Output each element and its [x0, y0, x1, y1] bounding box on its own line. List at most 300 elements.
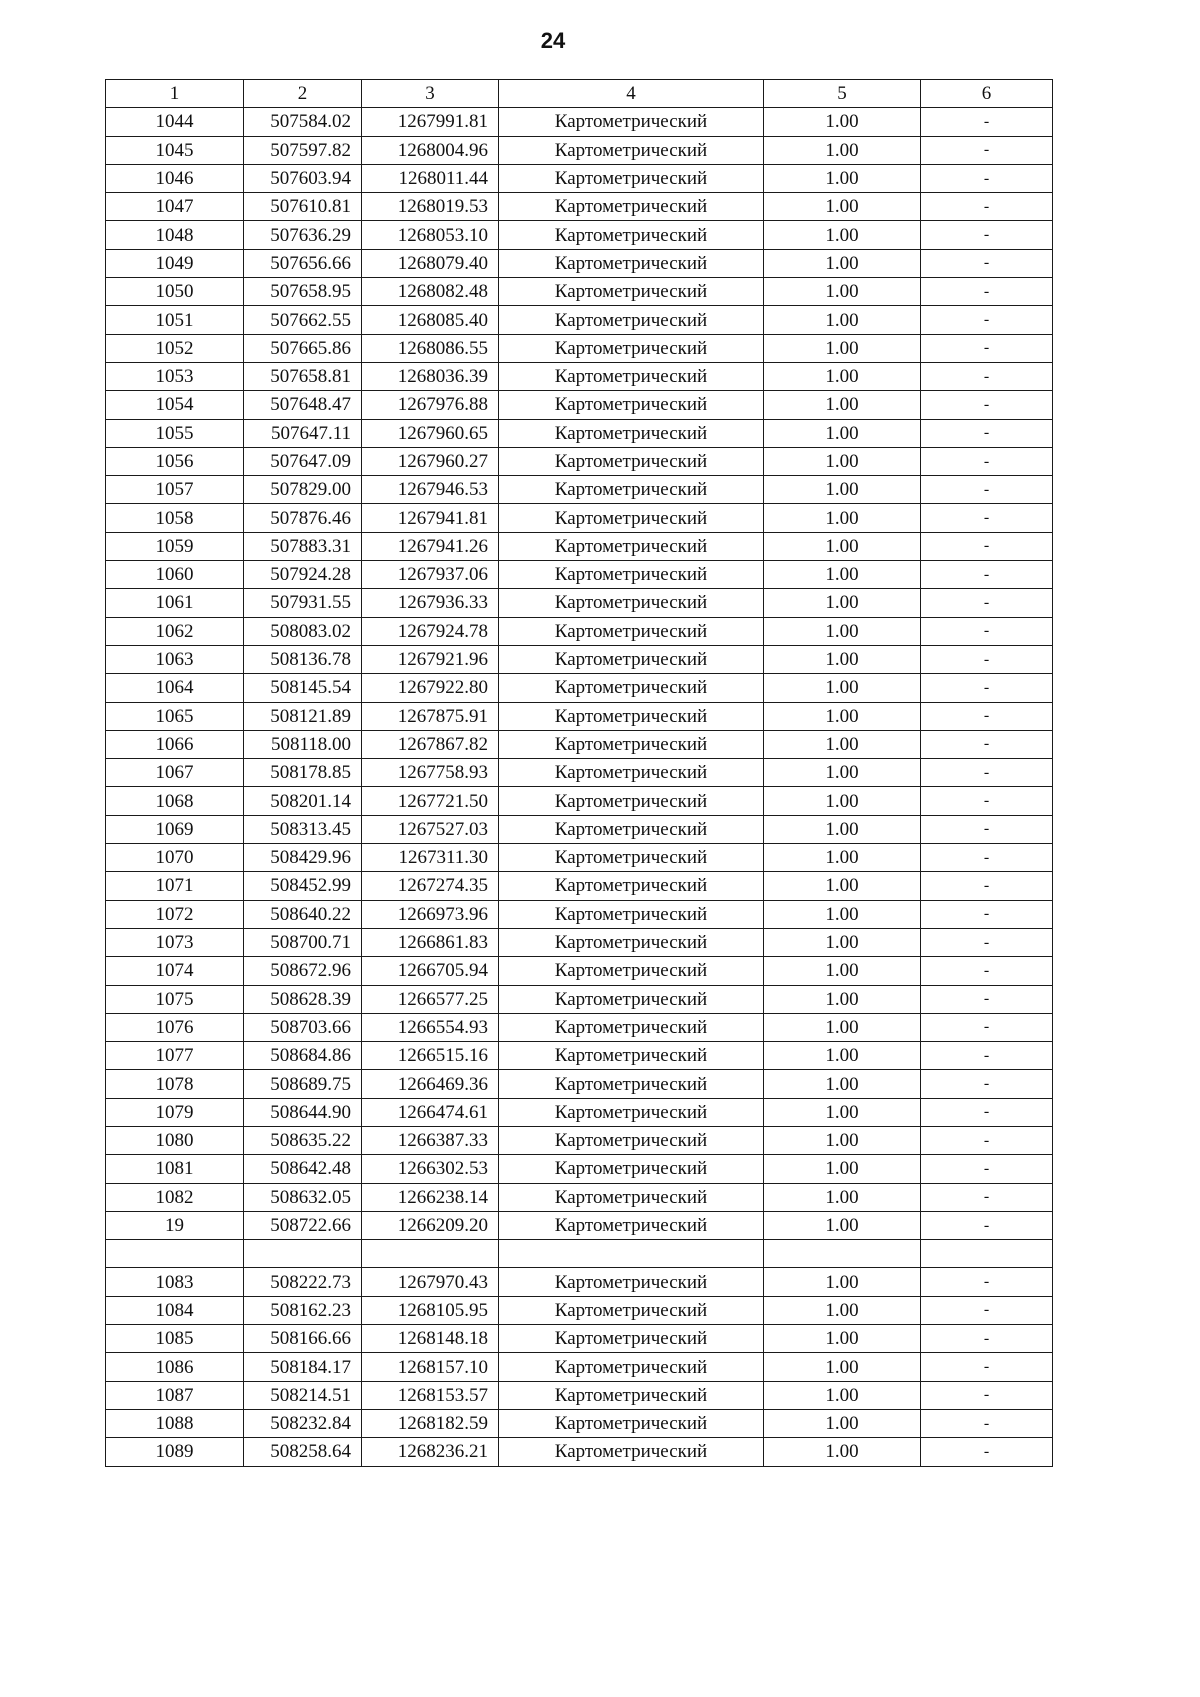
- note-cell: -: [921, 532, 1053, 560]
- table-row: [106, 759, 1053, 787]
- method-cell: Картометрический: [499, 306, 764, 334]
- accuracy-cell: 1.00: [764, 1070, 921, 1098]
- point-number-cell: 1080: [106, 1126, 244, 1154]
- table-row: [106, 1296, 1053, 1324]
- y-coordinate-cell: 1267875.91: [362, 702, 499, 730]
- method-cell: Картометрический: [499, 561, 764, 589]
- accuracy-cell: 1.00: [764, 447, 921, 475]
- note-cell: -: [921, 1296, 1053, 1324]
- y-coordinate-cell: 1267941.81: [362, 504, 499, 532]
- accuracy-cell: 1.00: [764, 1098, 921, 1126]
- method-cell: Картометрический: [499, 787, 764, 815]
- method-cell: Картометрический: [499, 532, 764, 560]
- method-cell: Картометрический: [499, 1070, 764, 1098]
- accuracy-cell: 1.00: [764, 900, 921, 928]
- y-coordinate-cell: 1267976.88: [362, 391, 499, 419]
- table-row: [106, 306, 1053, 334]
- y-coordinate-cell: 1267922.80: [362, 674, 499, 702]
- note-cell: -: [921, 1211, 1053, 1239]
- x-coordinate-cell: 508121.89: [244, 702, 362, 730]
- y-coordinate-cell: 1267991.81: [362, 108, 499, 136]
- method-cell: Картометрический: [499, 844, 764, 872]
- y-coordinate-cell: 1266554.93: [362, 1013, 499, 1041]
- method-cell: Картометрический: [499, 1438, 764, 1466]
- table-row: [106, 561, 1053, 589]
- y-coordinate-cell: 1267970.43: [362, 1268, 499, 1296]
- y-coordinate-cell: 1267721.50: [362, 787, 499, 815]
- table-row: [106, 985, 1053, 1013]
- note-cell: -: [921, 674, 1053, 702]
- accuracy-cell: 1.00: [764, 306, 921, 334]
- point-number-cell: 1044: [106, 108, 244, 136]
- page-number: 24: [540, 28, 566, 53]
- x-coordinate-cell: 507665.86: [244, 334, 362, 362]
- y-coordinate-cell: 1267960.27: [362, 447, 499, 475]
- point-number-cell: 1070: [106, 844, 244, 872]
- x-coordinate-cell: 507658.95: [244, 278, 362, 306]
- note-cell: -: [921, 589, 1053, 617]
- accuracy-cell: 1.00: [764, 759, 921, 787]
- method-cell: Картометрический: [499, 476, 764, 504]
- point-number-cell: 1072: [106, 900, 244, 928]
- point-number-cell: 1077: [106, 1042, 244, 1070]
- note-cell: -: [921, 1268, 1053, 1296]
- x-coordinate-cell: 507931.55: [244, 589, 362, 617]
- method-cell: Картометрический: [499, 193, 764, 221]
- table-row: [106, 815, 1053, 843]
- accuracy-cell: 1.00: [764, 334, 921, 362]
- y-coordinate-cell: 1266973.96: [362, 900, 499, 928]
- header-col-2: 2: [244, 80, 362, 108]
- x-coordinate-cell: 508644.90: [244, 1098, 362, 1126]
- note-cell: -: [921, 561, 1053, 589]
- y-coordinate-cell: 1267311.30: [362, 844, 499, 872]
- accuracy-cell: 1.00: [764, 1381, 921, 1409]
- method-cell: [499, 1240, 764, 1268]
- table-row: [106, 900, 1053, 928]
- point-number-cell: 1047: [106, 193, 244, 221]
- y-coordinate-cell: 1268053.10: [362, 221, 499, 249]
- point-number-cell: 1068: [106, 787, 244, 815]
- note-cell: -: [921, 928, 1053, 956]
- x-coordinate-cell: 507658.81: [244, 362, 362, 390]
- x-coordinate-cell: 508201.14: [244, 787, 362, 815]
- accuracy-cell: 1.00: [764, 1183, 921, 1211]
- x-coordinate-cell: 507636.29: [244, 221, 362, 249]
- point-number-cell: 1062: [106, 617, 244, 645]
- y-coordinate-cell: 1268085.40: [362, 306, 499, 334]
- accuracy-cell: 1.00: [764, 476, 921, 504]
- y-coordinate-cell: 1266705.94: [362, 957, 499, 985]
- note-cell: -: [921, 815, 1053, 843]
- accuracy-cell: 1.00: [764, 1042, 921, 1070]
- note-cell: -: [921, 164, 1053, 192]
- method-cell: Картометрический: [499, 589, 764, 617]
- table-row: [106, 787, 1053, 815]
- point-number-cell: 1057: [106, 476, 244, 504]
- x-coordinate-cell: 508222.73: [244, 1268, 362, 1296]
- note-cell: -: [921, 1042, 1053, 1070]
- x-coordinate-cell: 508628.39: [244, 985, 362, 1013]
- point-number-cell: 1078: [106, 1070, 244, 1098]
- method-cell: Картометрический: [499, 815, 764, 843]
- table-spacer-row: [106, 1240, 1053, 1268]
- x-coordinate-cell: 507883.31: [244, 532, 362, 560]
- y-coordinate-cell: [362, 1240, 499, 1268]
- accuracy-cell: 1.00: [764, 815, 921, 843]
- point-number-cell: 1086: [106, 1353, 244, 1381]
- method-cell: Картометрический: [499, 1381, 764, 1409]
- table-row: [106, 928, 1053, 956]
- table-row: [106, 136, 1053, 164]
- table-row: [106, 702, 1053, 730]
- table-row: [106, 532, 1053, 560]
- method-cell: Картометрический: [499, 334, 764, 362]
- table-row: [106, 1013, 1053, 1041]
- accuracy-cell: 1.00: [764, 391, 921, 419]
- point-number-cell: 1055: [106, 419, 244, 447]
- x-coordinate-cell: 508429.96: [244, 844, 362, 872]
- accuracy-cell: 1.00: [764, 108, 921, 136]
- accuracy-cell: 1.00: [764, 1126, 921, 1154]
- note-cell: -: [921, 872, 1053, 900]
- note-cell: -: [921, 249, 1053, 277]
- x-coordinate-cell: 508166.66: [244, 1325, 362, 1353]
- point-number-cell: 1056: [106, 447, 244, 475]
- accuracy-cell: 1.00: [764, 1211, 921, 1239]
- note-cell: -: [921, 730, 1053, 758]
- point-number-cell: 1074: [106, 957, 244, 985]
- accuracy-cell: 1.00: [764, 787, 921, 815]
- table-row: [106, 249, 1053, 277]
- method-cell: Картометрический: [499, 674, 764, 702]
- table-row: [106, 589, 1053, 617]
- accuracy-cell: 1.00: [764, 532, 921, 560]
- x-coordinate-cell: 508642.48: [244, 1155, 362, 1183]
- point-number-cell: 1045: [106, 136, 244, 164]
- table-row: [106, 1409, 1053, 1437]
- note-cell: -: [921, 136, 1053, 164]
- y-coordinate-cell: 1266302.53: [362, 1155, 499, 1183]
- point-number-cell: 1085: [106, 1325, 244, 1353]
- y-coordinate-cell: 1268182.59: [362, 1409, 499, 1437]
- table-row: [106, 674, 1053, 702]
- method-cell: Картометрический: [499, 1353, 764, 1381]
- accuracy-cell: 1.00: [764, 1325, 921, 1353]
- accuracy-cell: 1.00: [764, 1438, 921, 1466]
- point-number-cell: 1076: [106, 1013, 244, 1041]
- x-coordinate-cell: 507648.47: [244, 391, 362, 419]
- table-row: [106, 1438, 1053, 1466]
- note-cell: -: [921, 306, 1053, 334]
- note-cell: -: [921, 193, 1053, 221]
- note-cell: -: [921, 391, 1053, 419]
- y-coordinate-cell: 1268153.57: [362, 1381, 499, 1409]
- y-coordinate-cell: 1268004.96: [362, 136, 499, 164]
- method-cell: Картометрический: [499, 617, 764, 645]
- accuracy-cell: 1.00: [764, 957, 921, 985]
- note-cell: -: [921, 1098, 1053, 1126]
- note-cell: -: [921, 221, 1053, 249]
- method-cell: Картометрический: [499, 1013, 764, 1041]
- note-cell: -: [921, 1126, 1053, 1154]
- method-cell: Картометрический: [499, 362, 764, 390]
- note-cell: -: [921, 1438, 1053, 1466]
- accuracy-cell: 1.00: [764, 278, 921, 306]
- accuracy-cell: 1.00: [764, 1296, 921, 1324]
- table-body: [106, 108, 1053, 1466]
- note-cell: -: [921, 334, 1053, 362]
- x-coordinate-cell: 508684.86: [244, 1042, 362, 1070]
- header-col-1: 1: [106, 80, 244, 108]
- table-row: [106, 1211, 1053, 1239]
- table-row: [106, 844, 1053, 872]
- header-col-4: 4: [499, 80, 764, 108]
- accuracy-cell: 1.00: [764, 419, 921, 447]
- note-cell: -: [921, 645, 1053, 673]
- method-cell: Картометрический: [499, 221, 764, 249]
- note-cell: -: [921, 1183, 1053, 1211]
- x-coordinate-cell: 508672.96: [244, 957, 362, 985]
- note-cell: -: [921, 419, 1053, 447]
- table-row: [106, 221, 1053, 249]
- y-coordinate-cell: 1267758.93: [362, 759, 499, 787]
- table-row: [106, 1126, 1053, 1154]
- note-cell: -: [921, 759, 1053, 787]
- method-cell: Картометрический: [499, 1183, 764, 1211]
- x-coordinate-cell: 507584.02: [244, 108, 362, 136]
- point-number-cell: 1066: [106, 730, 244, 758]
- note-cell: -: [921, 1325, 1053, 1353]
- table-row: [106, 193, 1053, 221]
- accuracy-cell: 1.00: [764, 561, 921, 589]
- point-number-cell: 1069: [106, 815, 244, 843]
- header-col-6: 6: [921, 80, 1053, 108]
- x-coordinate-cell: 508689.75: [244, 1070, 362, 1098]
- point-number-cell: 1081: [106, 1155, 244, 1183]
- method-cell: Картометрический: [499, 1296, 764, 1324]
- y-coordinate-cell: 1268019.53: [362, 193, 499, 221]
- x-coordinate-cell: 507656.66: [244, 249, 362, 277]
- coordinates-table: [105, 79, 1053, 1467]
- point-number-cell: 1051: [106, 306, 244, 334]
- y-coordinate-cell: 1267941.26: [362, 532, 499, 560]
- point-number-cell: 1065: [106, 702, 244, 730]
- method-cell: Картометрический: [499, 1409, 764, 1437]
- note-cell: -: [921, 985, 1053, 1013]
- x-coordinate-cell: 507829.00: [244, 476, 362, 504]
- accuracy-cell: 1.00: [764, 1155, 921, 1183]
- accuracy-cell: 1.00: [764, 504, 921, 532]
- point-number-cell: 1084: [106, 1296, 244, 1324]
- point-number-cell: 1082: [106, 1183, 244, 1211]
- table-row: [106, 1325, 1053, 1353]
- note-cell: -: [921, 617, 1053, 645]
- point-number-cell: 1083: [106, 1268, 244, 1296]
- accuracy-cell: 1.00: [764, 674, 921, 702]
- accuracy-cell: 1.00: [764, 645, 921, 673]
- y-coordinate-cell: 1268079.40: [362, 249, 499, 277]
- method-cell: Картометрический: [499, 1155, 764, 1183]
- y-coordinate-cell: 1267921.96: [362, 645, 499, 673]
- accuracy-cell: 1.00: [764, 1353, 921, 1381]
- x-coordinate-cell: 508162.23: [244, 1296, 362, 1324]
- method-cell: Картометрический: [499, 419, 764, 447]
- x-coordinate-cell: 508632.05: [244, 1183, 362, 1211]
- table-row: [106, 1070, 1053, 1098]
- accuracy-cell: 1.00: [764, 730, 921, 758]
- method-cell: Картометрический: [499, 1325, 764, 1353]
- method-cell: Картометрический: [499, 759, 764, 787]
- x-coordinate-cell: 507662.55: [244, 306, 362, 334]
- note-cell: -: [921, 362, 1053, 390]
- accuracy-cell: 1.00: [764, 249, 921, 277]
- method-cell: Картометрический: [499, 136, 764, 164]
- method-cell: Картометрический: [499, 391, 764, 419]
- x-coordinate-cell: 507610.81: [244, 193, 362, 221]
- x-coordinate-cell: 508700.71: [244, 928, 362, 956]
- table-row: [106, 278, 1053, 306]
- y-coordinate-cell: 1268157.10: [362, 1353, 499, 1381]
- y-coordinate-cell: 1267936.33: [362, 589, 499, 617]
- y-coordinate-cell: 1266474.61: [362, 1098, 499, 1126]
- note-cell: -: [921, 844, 1053, 872]
- y-coordinate-cell: 1268082.48: [362, 278, 499, 306]
- y-coordinate-cell: 1267946.53: [362, 476, 499, 504]
- point-number-cell: [106, 1240, 244, 1268]
- x-coordinate-cell: 508184.17: [244, 1353, 362, 1381]
- x-coordinate-cell: 507647.09: [244, 447, 362, 475]
- point-number-cell: 1046: [106, 164, 244, 192]
- x-coordinate-cell: 508178.85: [244, 759, 362, 787]
- accuracy-cell: 1.00: [764, 928, 921, 956]
- method-cell: Картометрический: [499, 900, 764, 928]
- method-cell: Картометрический: [499, 504, 764, 532]
- accuracy-cell: 1.00: [764, 872, 921, 900]
- x-coordinate-cell: 508145.54: [244, 674, 362, 702]
- y-coordinate-cell: 1266238.14: [362, 1183, 499, 1211]
- accuracy-cell: 1.00: [764, 1409, 921, 1437]
- y-coordinate-cell: 1267274.35: [362, 872, 499, 900]
- accuracy-cell: 1.00: [764, 844, 921, 872]
- table-row: [106, 164, 1053, 192]
- x-coordinate-cell: 508083.02: [244, 617, 362, 645]
- point-number-cell: 1049: [106, 249, 244, 277]
- y-coordinate-cell: 1268236.21: [362, 1438, 499, 1466]
- table-row: [106, 362, 1053, 390]
- table-row: [106, 645, 1053, 673]
- table-row: [106, 1353, 1053, 1381]
- y-coordinate-cell: 1268086.55: [362, 334, 499, 362]
- x-coordinate-cell: [244, 1240, 362, 1268]
- point-number-cell: 1060: [106, 561, 244, 589]
- header-col-5: 5: [764, 80, 921, 108]
- x-coordinate-cell: 508703.66: [244, 1013, 362, 1041]
- point-number-cell: 1067: [106, 759, 244, 787]
- note-cell: -: [921, 1070, 1053, 1098]
- accuracy-cell: 1.00: [764, 1268, 921, 1296]
- table-row: [106, 1381, 1053, 1409]
- note-cell: -: [921, 702, 1053, 730]
- x-coordinate-cell: 508258.64: [244, 1438, 362, 1466]
- y-coordinate-cell: 1268011.44: [362, 164, 499, 192]
- method-cell: Картометрический: [499, 278, 764, 306]
- method-cell: Картометрический: [499, 702, 764, 730]
- point-number-cell: 1075: [106, 985, 244, 1013]
- note-cell: -: [921, 787, 1053, 815]
- note-cell: -: [921, 1155, 1053, 1183]
- x-coordinate-cell: 508118.00: [244, 730, 362, 758]
- x-coordinate-cell: 508640.22: [244, 900, 362, 928]
- y-coordinate-cell: 1266515.16: [362, 1042, 499, 1070]
- point-number-cell: 1059: [106, 532, 244, 560]
- note-cell: -: [921, 278, 1053, 306]
- point-number-cell: 1088: [106, 1409, 244, 1437]
- note-cell: -: [921, 1381, 1053, 1409]
- y-coordinate-cell: 1266209.20: [362, 1211, 499, 1239]
- point-number-cell: 19: [106, 1211, 244, 1239]
- method-cell: Картометрический: [499, 1098, 764, 1126]
- method-cell: Картометрический: [499, 447, 764, 475]
- point-number-cell: 1071: [106, 872, 244, 900]
- x-coordinate-cell: 508452.99: [244, 872, 362, 900]
- x-coordinate-cell: 507876.46: [244, 504, 362, 532]
- note-cell: -: [921, 1013, 1053, 1041]
- point-number-cell: 1058: [106, 504, 244, 532]
- table-row: [106, 1155, 1053, 1183]
- table-header-row: [106, 80, 1053, 108]
- table-row: [106, 447, 1053, 475]
- x-coordinate-cell: 508635.22: [244, 1126, 362, 1154]
- method-cell: Картометрический: [499, 249, 764, 277]
- method-cell: Картометрический: [499, 985, 764, 1013]
- x-coordinate-cell: 508313.45: [244, 815, 362, 843]
- table-row: [106, 391, 1053, 419]
- method-cell: Картометрический: [499, 645, 764, 673]
- method-cell: Картометрический: [499, 928, 764, 956]
- table-row: [106, 872, 1053, 900]
- note-cell: -: [921, 476, 1053, 504]
- accuracy-cell: 1.00: [764, 221, 921, 249]
- point-number-cell: 1064: [106, 674, 244, 702]
- y-coordinate-cell: 1267960.65: [362, 419, 499, 447]
- accuracy-cell: [764, 1240, 921, 1268]
- method-cell: Картометрический: [499, 730, 764, 758]
- point-number-cell: 1079: [106, 1098, 244, 1126]
- note-cell: -: [921, 447, 1053, 475]
- method-cell: Картометрический: [499, 1268, 764, 1296]
- method-cell: Картометрический: [499, 957, 764, 985]
- x-coordinate-cell: 507924.28: [244, 561, 362, 589]
- accuracy-cell: 1.00: [764, 589, 921, 617]
- table-row: [106, 334, 1053, 362]
- y-coordinate-cell: 1266387.33: [362, 1126, 499, 1154]
- point-number-cell: 1053: [106, 362, 244, 390]
- table-row: [106, 1042, 1053, 1070]
- point-number-cell: 1048: [106, 221, 244, 249]
- x-coordinate-cell: 507603.94: [244, 164, 362, 192]
- y-coordinate-cell: 1267924.78: [362, 617, 499, 645]
- method-cell: Картометрический: [499, 1042, 764, 1070]
- y-coordinate-cell: 1268148.18: [362, 1325, 499, 1353]
- header-col-3: 3: [362, 80, 499, 108]
- note-cell: -: [921, 108, 1053, 136]
- y-coordinate-cell: 1268105.95: [362, 1296, 499, 1324]
- x-coordinate-cell: 508214.51: [244, 1381, 362, 1409]
- note-cell: -: [921, 900, 1053, 928]
- y-coordinate-cell: 1266861.83: [362, 928, 499, 956]
- point-number-cell: 1052: [106, 334, 244, 362]
